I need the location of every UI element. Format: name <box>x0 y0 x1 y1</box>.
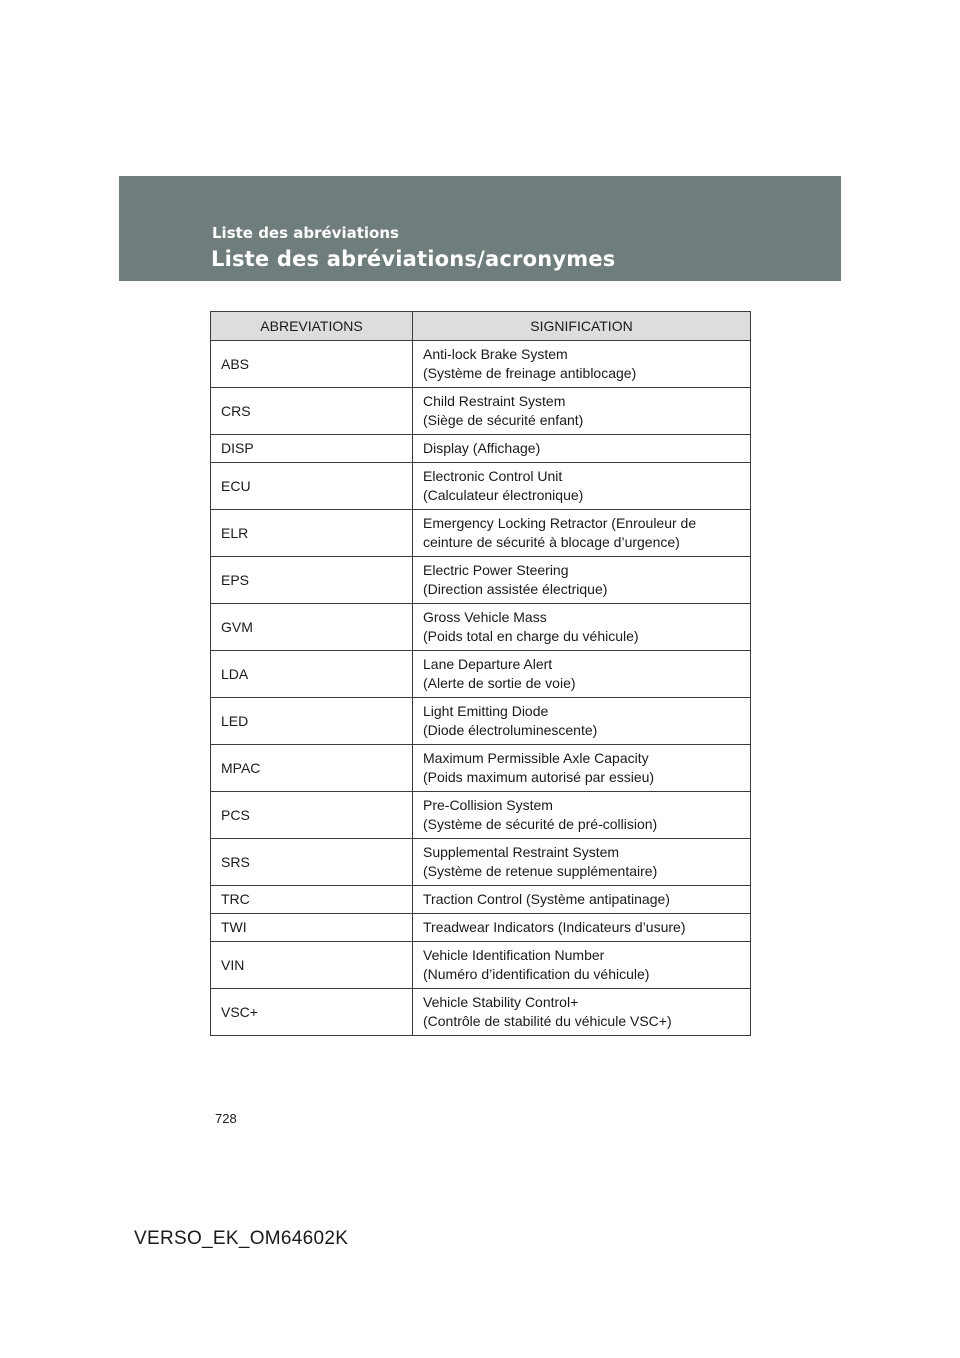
table-row <box>211 388 751 435</box>
meaning-cell <box>413 388 751 435</box>
abbreviation-cell: PCS <box>211 792 413 839</box>
meaning-line: (Numéro d’identification du véhicule) <box>423 966 650 982</box>
table-row <box>211 557 751 604</box>
meaning-cell <box>413 839 751 886</box>
page-number: 728 <box>215 1111 237 1126</box>
meaning-line: (Contrôle de stabilité du véhicule VSC+) <box>423 1013 672 1029</box>
column-header-abbreviations: ABREVIATIONS <box>211 312 413 341</box>
abbreviation-cell: TRC <box>211 886 413 914</box>
table-row <box>211 839 751 886</box>
meaning-cell <box>413 914 751 942</box>
meaning-line: Display (Affichage) <box>423 440 541 456</box>
table-row <box>211 341 751 388</box>
abbreviation-cell: DISP <box>211 435 413 463</box>
meaning-line: Light Emitting Diode <box>423 703 549 719</box>
table-row <box>211 942 751 989</box>
meaning-line: Vehicle Stability Control+ <box>423 994 579 1010</box>
meaning-line: Pre-Collision System <box>423 797 553 813</box>
meaning-cell <box>413 557 751 604</box>
header-band <box>119 176 841 281</box>
section-label: Liste des abréviations <box>212 224 399 242</box>
abbreviation-cell: ELR <box>211 510 413 557</box>
meaning-line: Treadwear Indicators (Indicateurs d’usure) <box>423 919 686 935</box>
abbreviation-cell: GVM <box>211 604 413 651</box>
meaning-line: (Système de freinage antiblocage) <box>423 365 637 381</box>
meaning-line: (Calculateur électronique) <box>423 487 584 503</box>
meaning-line: Emergency Locking Retractor (Enrouleur de <box>423 515 697 531</box>
meaning-line: Vehicle Identification Number <box>423 947 605 963</box>
column-header-signification: SIGNIFICATION <box>413 312 751 341</box>
meaning-line: (Siège de sécurité enfant) <box>423 412 584 428</box>
abbreviations-table <box>210 311 751 1036</box>
table-row <box>211 435 751 463</box>
table-body <box>211 341 751 1036</box>
meaning-line: (Direction assistée électrique) <box>423 581 608 597</box>
table-row <box>211 698 751 745</box>
meaning-line: (Poids total en charge du véhicule) <box>423 628 639 644</box>
meaning-line: (Diode électroluminescente) <box>423 722 598 738</box>
abbreviation-cell: VIN <box>211 942 413 989</box>
meaning-line: Child Restraint System <box>423 393 566 409</box>
meaning-cell <box>413 463 751 510</box>
table-row <box>211 914 751 942</box>
table-row <box>211 604 751 651</box>
meaning-cell <box>413 651 751 698</box>
page-title: Liste des abréviations/acronymes <box>211 247 616 271</box>
abbreviation-cell: SRS <box>211 839 413 886</box>
meaning-line: Traction Control (Système antipatinage) <box>423 891 670 907</box>
abbreviation-cell: CRS <box>211 388 413 435</box>
meaning-cell <box>413 745 751 792</box>
abbreviation-cell: EPS <box>211 557 413 604</box>
meaning-line: Anti-lock Brake System <box>423 346 568 362</box>
meaning-cell <box>413 989 751 1036</box>
table-row <box>211 886 751 914</box>
abbreviation-cell: LDA <box>211 651 413 698</box>
table-row <box>211 989 751 1036</box>
meaning-line: (Alerte de sortie de voie) <box>423 675 576 691</box>
meaning-line: Gross Vehicle Mass <box>423 609 547 625</box>
meaning-line: Lane Departure Alert <box>423 656 553 672</box>
table-row <box>211 745 751 792</box>
abbreviation-cell: TWI <box>211 914 413 942</box>
abbreviation-cell: VSC+ <box>211 989 413 1036</box>
meaning-line: Maximum Permissible Axle Capacity <box>423 750 649 766</box>
meaning-cell <box>413 510 751 557</box>
abbreviation-cell: LED <box>211 698 413 745</box>
meaning-line: Supplemental Restraint System <box>423 844 620 860</box>
meaning-line: (Système de sécurité de pré-collision) <box>423 816 658 832</box>
table-row <box>211 651 751 698</box>
table-header-row <box>211 312 751 341</box>
meaning-line: (Poids maximum autorisé par essieu) <box>423 769 655 785</box>
abbreviation-cell: ABS <box>211 341 413 388</box>
meaning-cell <box>413 886 751 914</box>
meaning-line: ceinture de sécurité à blocage d’urgence) <box>423 534 680 550</box>
meaning-line: (Système de retenue supplémentaire) <box>423 863 658 879</box>
meaning-cell <box>413 604 751 651</box>
meaning-cell <box>413 942 751 989</box>
table-row <box>211 792 751 839</box>
meaning-cell <box>413 792 751 839</box>
meaning-line: Electronic Control Unit <box>423 468 563 484</box>
abbreviation-cell: ECU <box>211 463 413 510</box>
meaning-cell <box>413 341 751 388</box>
table-row <box>211 463 751 510</box>
meaning-cell <box>413 698 751 745</box>
document-code: VERSO_EK_OM64602K <box>134 1228 349 1249</box>
abbreviation-cell: MPAC <box>211 745 413 792</box>
table-row <box>211 510 751 557</box>
meaning-cell <box>413 435 751 463</box>
meaning-line: Electric Power Steering <box>423 562 569 578</box>
